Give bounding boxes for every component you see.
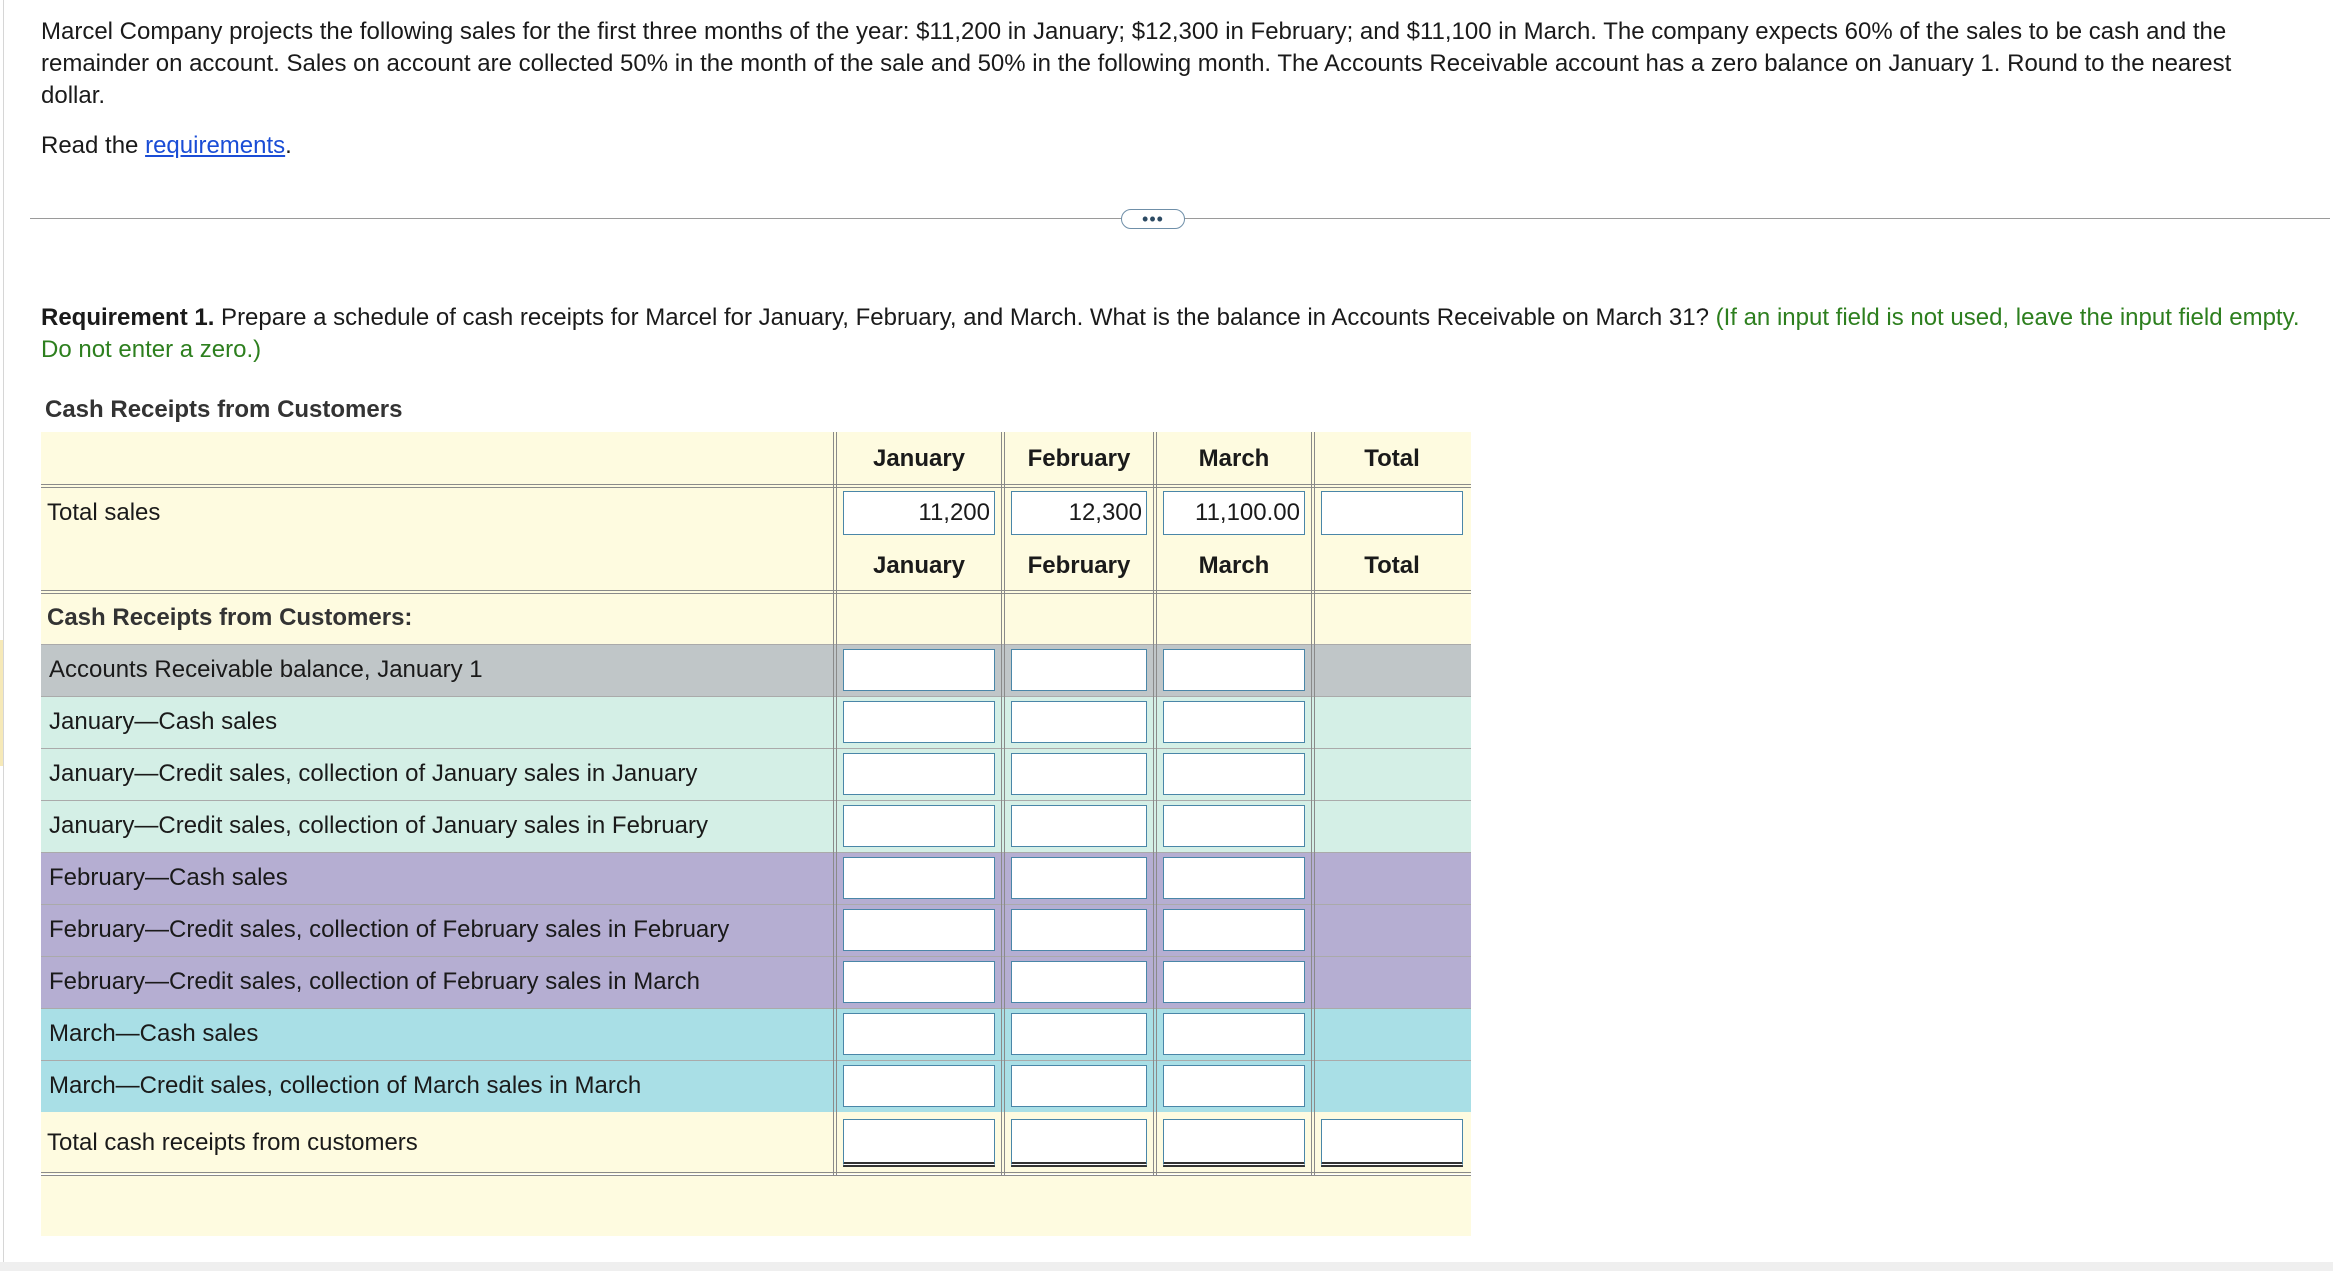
receipt-march-input[interactable] xyxy=(1163,1013,1305,1055)
requirement-text xyxy=(41,302,2301,366)
column-header-2-total: Total xyxy=(1364,552,1420,579)
section-header-label: Cash Receipts from Customers: xyxy=(47,604,413,631)
row-divider xyxy=(41,800,1471,801)
column-rule xyxy=(1311,432,1315,1176)
receipt-march-input[interactable] xyxy=(1163,909,1305,951)
row-divider xyxy=(41,644,1471,645)
total-receipts-march-input[interactable] xyxy=(1163,1119,1305,1167)
row-divider xyxy=(41,1060,1471,1061)
receipt-row-label: January—Cash sales xyxy=(49,708,278,735)
column-header-2-january: January xyxy=(872,552,966,579)
receipt-row-label: February—Cash sales xyxy=(49,864,288,891)
receipt-january-input[interactable] xyxy=(843,961,995,1003)
requirement-label: Requirement 1. xyxy=(41,304,215,331)
read-prefix: Read the xyxy=(41,132,146,159)
read-suffix: . xyxy=(285,132,292,159)
table-title: Cash Receipts from Customers xyxy=(45,396,403,423)
receipt-january-input[interactable] xyxy=(843,909,995,951)
column-header-february: February xyxy=(1027,445,1131,472)
row-divider xyxy=(41,904,1471,905)
receipt-january-input[interactable] xyxy=(843,1065,995,1107)
row-divider xyxy=(41,956,1471,957)
receipt-february-input[interactable] xyxy=(1011,805,1147,847)
receipt-february-input[interactable] xyxy=(1011,649,1147,691)
receipt-march-input[interactable] xyxy=(1163,649,1305,691)
total-sales-march-input[interactable] xyxy=(1163,491,1305,535)
bottom-scroll-strip xyxy=(0,1262,2333,1271)
receipt-row-label: March—Cash sales xyxy=(49,1020,259,1047)
total-receipts-january-input[interactable] xyxy=(843,1119,995,1167)
column-rule xyxy=(1001,432,1005,1176)
receipt-february-input[interactable] xyxy=(1011,909,1147,951)
receipt-row-label: January—Credit sales, collection of January sales in February xyxy=(49,812,708,839)
receipt-march-input[interactable] xyxy=(1163,1065,1305,1107)
problem-intro: Marcel Company projects the following sales for the first three months of the year: $11,200 in January; $12,300 in February; and $11,100 in March. The company expects 60% of the sales to be cash and the remainder on account. Sales on account are collected 50% in the month of the sale and 50% in the following month. The Accounts Receivable account has a zero balance on January 1. Round to the nearest dollar. xyxy=(41,18,2232,109)
receipt-january-input[interactable] xyxy=(843,805,995,847)
header-rule xyxy=(41,590,1471,594)
receipt-february-input[interactable] xyxy=(1011,753,1147,795)
receipt-row-label: Accounts Receivable balance, January 1 xyxy=(49,656,483,683)
column-header-total: Total xyxy=(1364,445,1420,472)
column-header-2-february: February xyxy=(1027,552,1131,579)
cash-receipts-schedule xyxy=(41,432,1471,1236)
total-sales-total-input[interactable] xyxy=(1321,491,1463,535)
header-rule xyxy=(41,484,1471,488)
receipt-february-input[interactable] xyxy=(1011,961,1147,1003)
requirements-link[interactable]: requirements xyxy=(145,132,286,159)
total-sales-february-input[interactable] xyxy=(1011,491,1147,535)
receipt-january-input[interactable] xyxy=(843,649,995,691)
receipt-february-input[interactable] xyxy=(1011,701,1147,743)
receipt-january-input[interactable] xyxy=(843,753,995,795)
receipt-february-input[interactable] xyxy=(1011,857,1147,899)
expand-more-button[interactable]: ••• xyxy=(1121,209,1185,229)
column-rule xyxy=(1153,432,1157,1176)
requirement-hint: (If an input field is not used, leave the input field empty. Do not enter a zero.) xyxy=(41,304,2300,363)
receipt-march-input[interactable] xyxy=(1163,857,1305,899)
receipt-row-label: February—Credit sales, collection of February sales in February xyxy=(49,916,730,943)
receipt-february-input[interactable] xyxy=(1011,1013,1147,1055)
column-header-2-march: March xyxy=(1198,552,1270,579)
receipt-january-input[interactable] xyxy=(843,1013,995,1055)
receipt-march-input[interactable] xyxy=(1163,961,1305,1003)
total-receipts-label: Total cash receipts from customers xyxy=(47,1129,418,1156)
receipt-march-input[interactable] xyxy=(1163,701,1305,743)
receipt-march-input[interactable] xyxy=(1163,753,1305,795)
receipt-row-label: January—Credit sales, collection of January sales in January xyxy=(49,760,698,787)
row-divider xyxy=(41,748,1471,749)
receipt-row-label: February—Credit sales, collection of February sales in March xyxy=(49,968,700,995)
receipt-february-input[interactable] xyxy=(1011,1065,1147,1107)
left-edge-tab xyxy=(0,640,3,766)
table-footer-band xyxy=(41,1176,1471,1236)
read-requirements-line xyxy=(41,130,292,162)
total-receipts-february-input[interactable] xyxy=(1011,1119,1147,1167)
total-receipts-total-input[interactable] xyxy=(1321,1119,1463,1167)
column-header-march: March xyxy=(1198,445,1270,472)
receipt-january-input[interactable] xyxy=(843,857,995,899)
row-divider xyxy=(41,852,1471,853)
column-rule xyxy=(833,432,837,1176)
total-sales-january-input[interactable] xyxy=(843,491,995,535)
row-divider xyxy=(41,1008,1471,1009)
column-header-january: January xyxy=(872,445,966,472)
content-frame xyxy=(3,0,2333,1262)
requirement-body: Prepare a schedule of cash receipts for Marcel for January, February, and March. What is the balance in Accounts Receivable on March 31? xyxy=(214,304,1709,331)
total-sales-label: Total sales xyxy=(47,499,161,526)
receipt-row-label: March—Credit sales, collection of March sales in March xyxy=(49,1072,642,1099)
header-rule xyxy=(41,1172,1471,1176)
receipt-january-input[interactable] xyxy=(843,701,995,743)
row-divider xyxy=(41,696,1471,697)
receipt-march-input[interactable] xyxy=(1163,805,1305,847)
